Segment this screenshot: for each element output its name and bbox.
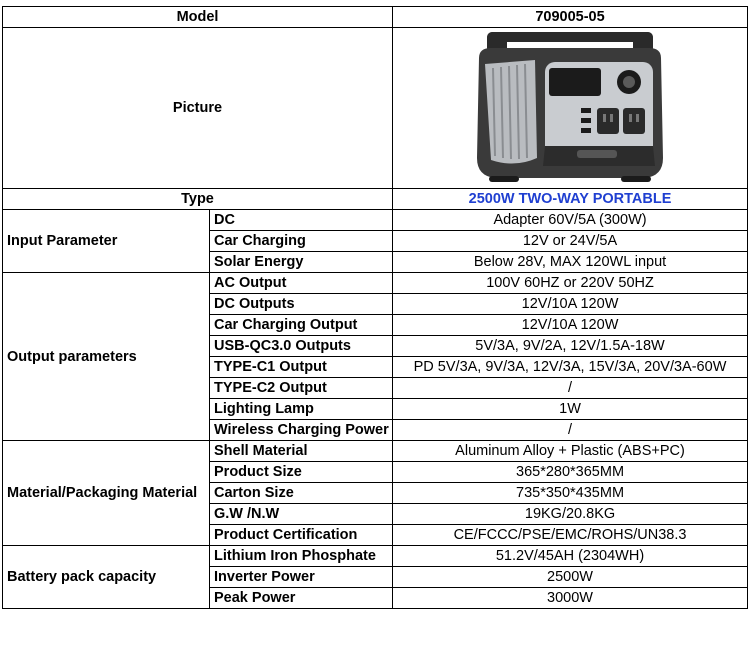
- spec-label: Carton Size: [210, 483, 393, 504]
- product-image-cell: [393, 28, 748, 189]
- type-label: Type: [3, 189, 393, 210]
- model-row: [3, 7, 748, 28]
- group-label: Battery pack capacity: [3, 546, 210, 609]
- spec-label: Product Certification: [210, 525, 393, 546]
- spec-label: Inverter Power: [210, 567, 393, 588]
- spec-value: 1W: [393, 399, 748, 420]
- group-label: Output parameters: [3, 273, 210, 441]
- spec-value: 12V/10A 120W: [393, 294, 748, 315]
- group-label: Material/Packaging Material: [3, 441, 210, 546]
- spec-value: 100V 60HZ or 220V 50HZ: [393, 273, 748, 294]
- type-value: 2500W TWO-WAY PORTABLE: [393, 189, 748, 210]
- spec-label: AC Output: [210, 273, 393, 294]
- spec-label: DC: [210, 210, 393, 231]
- type-row: [3, 189, 748, 210]
- spec-label: Lithium Iron Phosphate: [210, 546, 393, 567]
- spec-table: [2, 6, 748, 609]
- spec-label: Solar Energy: [210, 252, 393, 273]
- model-value: 709005-05: [393, 7, 748, 28]
- spec-label: DC Outputs: [210, 294, 393, 315]
- group-label: Input Parameter: [3, 210, 210, 273]
- spec-value: 12V/10A 120W: [393, 315, 748, 336]
- spec-value: Adapter 60V/5A (300W): [393, 210, 748, 231]
- picture-label: Picture: [3, 28, 393, 189]
- spec-value: Aluminum Alloy + Plastic (ABS+PC): [393, 441, 748, 462]
- spec-value: 735*350*435MM: [393, 483, 748, 504]
- spec-value: 5V/3A, 9V/2A, 12V/1.5A-18W: [393, 336, 748, 357]
- spec-value: CE/FCCC/PSE/EMC/ROHS/UN38.3: [393, 525, 748, 546]
- spec-row: [3, 210, 748, 231]
- spec-label: TYPE-C1 Output: [210, 357, 393, 378]
- spec-value: 51.2V/45AH (2304WH): [393, 546, 748, 567]
- spec-label: Product Size: [210, 462, 393, 483]
- spec-value: 365*280*365MM: [393, 462, 748, 483]
- spec-value: PD 5V/3A, 9V/3A, 12V/3A, 15V/3A, 20V/3A-60W: [393, 357, 748, 378]
- spec-row: [3, 441, 748, 462]
- product-image: [465, 28, 675, 188]
- spec-row: [3, 546, 748, 567]
- spec-label: G.W /N.W: [210, 504, 393, 525]
- spec-value: /: [393, 420, 748, 441]
- spec-label: TYPE-C2 Output: [210, 378, 393, 399]
- spec-value: 19KG/20.8KG: [393, 504, 748, 525]
- spec-label: USB-QC3.0 Outputs: [210, 336, 393, 357]
- spec-row: [3, 273, 748, 294]
- spec-label: Car Charging: [210, 231, 393, 252]
- spec-value: 12V or 24V/5A: [393, 231, 748, 252]
- spec-value: 2500W: [393, 567, 748, 588]
- spec-label: Car Charging Output: [210, 315, 393, 336]
- spec-label: Peak Power: [210, 588, 393, 609]
- spec-label: Wireless Charging Power: [210, 420, 393, 441]
- model-label: Model: [3, 7, 393, 28]
- spec-value: Below 28V, MAX 120WL input: [393, 252, 748, 273]
- spec-value: /: [393, 378, 748, 399]
- spec-value: 3000W: [393, 588, 748, 609]
- spec-label: Shell Material: [210, 441, 393, 462]
- picture-row: [3, 28, 748, 189]
- spec-label: Lighting Lamp: [210, 399, 393, 420]
